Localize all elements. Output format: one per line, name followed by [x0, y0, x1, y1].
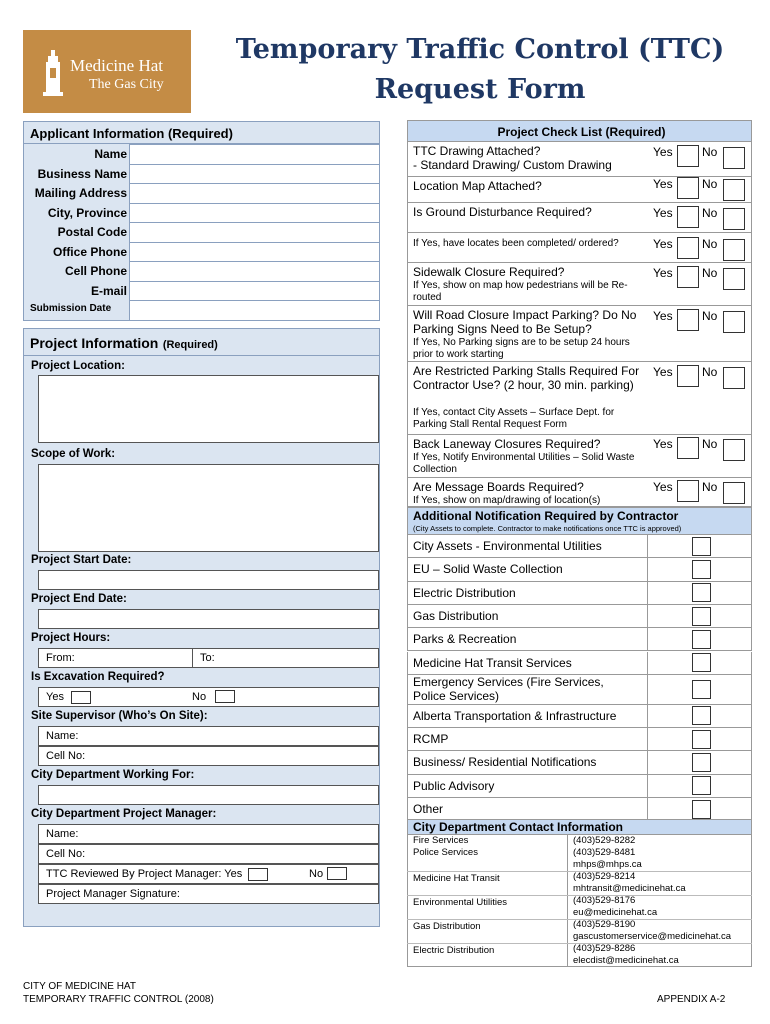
checklist-no-label: No	[702, 177, 718, 191]
scope-of-work-input[interactable]	[38, 464, 379, 552]
notification-checkbox[interactable]	[692, 583, 711, 602]
applicant-field-label: Business Name	[37, 167, 127, 181]
notification-item: Public Advisory	[413, 778, 495, 793]
notification-item: Business/ Residential Notifications	[413, 755, 597, 770]
checklist-question: If Yes, have locates been completed/ ordered?	[413, 238, 619, 249]
excavation-options	[38, 687, 379, 707]
end-date-input[interactable]	[38, 609, 379, 629]
applicant-field-label: Office Phone	[52, 245, 127, 259]
project-hours-label: Project Hours:	[31, 632, 111, 644]
applicant-field-label: City, Province	[47, 206, 127, 220]
contact-info: (403)529-8214 mhtransit@medicinehat.ca	[573, 871, 686, 894]
applicant-field-input[interactable]	[129, 203, 379, 223]
applicant-field-input[interactable]	[129, 281, 379, 301]
excavation-yes-label: Yes	[46, 691, 64, 703]
applicant-heading: Applicant Information (Required)	[24, 122, 379, 144]
checklist-question: TTC Drawing Attached?	[413, 144, 541, 158]
checklist-yes-label: Yes	[653, 145, 673, 159]
checklist-no-checkbox[interactable]	[723, 311, 745, 333]
project-heading-text: Project Information	[30, 335, 159, 351]
title-line-2: Request Form	[374, 74, 586, 105]
checklist-yes-label: Yes	[653, 177, 673, 191]
checklist-no-checkbox[interactable]	[723, 147, 745, 169]
checklist-no-checkbox[interactable]	[723, 439, 745, 461]
checklist-note: If Yes, No Parking signs are to be setup 24 hours prior to work starting	[413, 337, 630, 360]
notification-checkbox[interactable]	[692, 630, 711, 649]
checklist-no-label: No	[702, 237, 718, 251]
checklist-yes-checkbox[interactable]	[677, 437, 699, 459]
project-location-input[interactable]	[38, 375, 379, 443]
ttc-reviewed-label: TTC Reviewed By Project Manager: Yes	[46, 868, 243, 880]
notification-item: Gas Distribution	[413, 608, 499, 623]
checklist-question: Will Road Closure Impact Parking? Do No Parking Signs Need to Be Setup?	[413, 308, 637, 336]
logo-tagline: The Gas City	[89, 77, 164, 92]
checklist-yes-label: Yes	[653, 365, 673, 379]
excavation-label: Is Excavation Required?	[31, 671, 165, 683]
checklist-no-label: No	[702, 266, 718, 280]
notification-item: Parks & Recreation	[413, 632, 517, 647]
checklist-yes-checkbox[interactable]	[677, 480, 699, 502]
tower-icon	[43, 50, 63, 96]
notification-item: Alberta Transportation & Infrastructure	[413, 708, 617, 723]
checklist-yes-label: Yes	[653, 309, 673, 323]
notification-checkbox[interactable]	[692, 653, 711, 672]
applicant-field-label: E-mail	[90, 284, 127, 298]
notification-item: City Assets - Environmental Utilities	[413, 539, 602, 553]
notification-checkbox[interactable]	[692, 776, 711, 795]
checklist-question: Are Message Boards Required?	[413, 480, 584, 494]
checklist-no-checkbox[interactable]	[723, 239, 745, 261]
start-date-label: Project Start Date:	[31, 554, 132, 566]
hours-from-input[interactable]: From:	[38, 648, 193, 668]
checklist-question: Sidewalk Closure Required?	[413, 265, 565, 279]
checklist-heading: Project Check List (Required)	[407, 120, 752, 142]
notification-checkbox[interactable]	[692, 537, 711, 556]
contact-heading: City Department Contact Information	[407, 819, 752, 835]
checklist-no-checkbox[interactable]	[723, 268, 745, 290]
checklist-note: If Yes, show on map how pedestrians will be Re-routed	[413, 280, 628, 303]
notification-item: EU – Solid Waste Collection	[413, 562, 563, 577]
checklist-note: If Yes, contact City Assets – Surface Dept. for Parking Stall Rental Request Form	[413, 407, 615, 430]
checklist-yes-checkbox[interactable]	[677, 237, 699, 259]
checklist-note: If Yes, show on map/drawing of location(s)	[413, 495, 601, 506]
project-manager-label: City Department Project Manager:	[31, 808, 217, 820]
notification-subheading: (City Assets to complete. Contractor to make notifications once TTC is approved)	[413, 524, 682, 533]
notification-checkbox[interactable]	[692, 680, 711, 699]
checklist-yes-checkbox[interactable]	[677, 365, 699, 387]
applicant-field-label: Name	[94, 147, 127, 161]
ttc-reviewed-no-label: No	[309, 868, 324, 880]
notification-header	[407, 507, 752, 535]
footer-line-1: CITY OF MEDICINE HAT	[23, 981, 136, 992]
contact-info: (403)529-8286 elecdist@medicinehat.ca	[573, 943, 679, 966]
notification-item: Emergency Services (Fire Services, Police Services)	[413, 674, 604, 703]
checklist-yes-checkbox[interactable]	[677, 266, 699, 288]
start-date-input[interactable]	[38, 570, 379, 590]
city-logo	[23, 30, 191, 113]
pm-signature-input[interactable]: Project Manager Signature:	[38, 884, 379, 904]
checklist-yes-label: Yes	[653, 437, 673, 451]
applicant-field-input[interactable]	[129, 242, 379, 262]
contact-info: (403)529-8282	[573, 835, 636, 846]
logo-text: Medicine Hat	[70, 56, 163, 75]
contact-name: Medicine Hat Transit	[413, 873, 500, 884]
contact-info: (403)529-8176 eu@medicinehat.ca	[573, 895, 658, 918]
supervisor-name-input[interactable]: Name:	[38, 726, 379, 746]
checklist-no-checkbox[interactable]	[723, 482, 745, 504]
checklist-yes-checkbox[interactable]	[677, 177, 699, 199]
notification-item: Medicine Hat Transit Services	[413, 655, 572, 670]
checklist-question: Are Restricted Parking Stalls Required For Contractor Use? (2 hour, 30 min. parking)	[413, 364, 640, 392]
checklist-no-label: No	[702, 309, 718, 323]
footer-organization	[23, 980, 214, 1006]
supervisor-cell-input[interactable]: Cell No:	[38, 746, 379, 766]
project-location-label: Project Location:	[31, 360, 125, 372]
checklist-no-checkbox[interactable]	[723, 179, 745, 201]
checklist-no-label: No	[702, 365, 718, 379]
applicant-field-input[interactable]	[129, 183, 379, 203]
applicant-field-label: Cell Phone	[64, 264, 127, 278]
title-line-1: Temporary Traffic Control (TTC)	[235, 34, 725, 65]
contact-name: Environmental Utilities	[413, 897, 507, 908]
applicant-field-input[interactable]	[129, 222, 379, 242]
checklist-question: Back Laneway Closures Required?	[413, 437, 601, 451]
notification-checkbox[interactable]	[692, 753, 711, 772]
contact-name: Electric Distribution	[413, 945, 495, 956]
checklist-no-label: No	[702, 145, 718, 159]
ttc-reviewed-no-checkbox[interactable]	[327, 867, 347, 880]
checklist-note: If Yes, Notify Environmental Utilities – Solid Waste Collection	[413, 452, 635, 475]
applicant-field-label: Submission Date	[30, 303, 112, 314]
notification-heading: Additional Notification Required by Contractor	[413, 509, 679, 523]
applicant-field-label: Mailing Address	[34, 186, 127, 200]
checklist-yes-checkbox[interactable]	[677, 145, 699, 167]
excavation-no-checkbox[interactable]	[215, 690, 235, 703]
contact-name: Fire Services	[413, 835, 469, 846]
contact-info: (403)529-8190 gascustomerservice@medicinehat.ca	[573, 919, 732, 942]
city-department-label: City Department Working For:	[31, 769, 195, 781]
notification-checkbox[interactable]	[692, 560, 711, 579]
applicant-field-input[interactable]	[129, 164, 379, 184]
hours-to-input[interactable]: To:	[192, 648, 379, 668]
applicant-field-input[interactable]	[129, 144, 379, 164]
scope-of-work-label: Scope of Work:	[31, 448, 116, 460]
contact-divider	[567, 835, 568, 967]
checklist-no-label: No	[702, 206, 718, 220]
project-heading-suffix: (Required)	[162, 339, 218, 351]
checklist-yes-label: Yes	[653, 237, 673, 251]
pm-name-input[interactable]: Name:	[38, 824, 379, 844]
ttc-reviewed-yes-checkbox[interactable]	[248, 868, 268, 881]
checklist-yes-checkbox[interactable]	[677, 206, 699, 228]
pm-cell-input[interactable]: Cell No:	[38, 844, 379, 864]
notification-checkbox[interactable]	[692, 800, 711, 819]
end-date-label: Project End Date:	[31, 593, 127, 605]
checklist-yes-label: Yes	[653, 206, 673, 220]
notification-item: Other	[413, 802, 444, 816]
notification-item: RCMP	[413, 732, 449, 747]
checklist-question-detail: - Standard Drawing/ Custom Drawing	[413, 158, 612, 172]
site-supervisor-label: Site Supervisor (Who’s On Site):	[31, 710, 208, 722]
checklist-no-label: No	[702, 480, 718, 494]
excavation-yes-checkbox[interactable]	[71, 691, 91, 704]
checklist-question: Is Ground Disturbance Required?	[413, 205, 592, 219]
project-heading	[23, 328, 380, 356]
applicant-field-input[interactable]	[129, 300, 379, 320]
notification-checkbox[interactable]	[692, 607, 711, 626]
city-department-input[interactable]	[38, 785, 379, 805]
contact-name: Police Services	[413, 847, 478, 858]
page-title	[200, 30, 760, 110]
checklist-question: Location Map Attached?	[413, 179, 542, 193]
notification-item: Electric Distribution	[413, 585, 516, 600]
checklist-yes-label: Yes	[653, 480, 673, 494]
excavation-no-label: No	[192, 691, 207, 703]
checklist-yes-label: Yes	[653, 266, 673, 280]
notification-checkbox[interactable]	[692, 706, 711, 725]
checklist-no-checkbox[interactable]	[723, 367, 745, 389]
checklist-yes-checkbox[interactable]	[677, 309, 699, 331]
contact-name: Gas Distribution	[413, 921, 481, 932]
checklist-no-checkbox[interactable]	[723, 208, 745, 230]
footer-line-2: TEMPORARY TRAFFIC CONTROL (2008)	[23, 994, 214, 1005]
ttc-reviewed-row	[38, 864, 379, 884]
contact-info: (403)529-8481 mhps@mhps.ca	[573, 847, 642, 870]
checklist-no-label: No	[702, 437, 718, 451]
applicant-field-input[interactable]	[129, 261, 379, 281]
notification-checkbox[interactable]	[692, 730, 711, 749]
footer-appendix: APPENDIX A-2	[657, 994, 726, 1005]
applicant-field-label: Postal Code	[57, 225, 127, 239]
